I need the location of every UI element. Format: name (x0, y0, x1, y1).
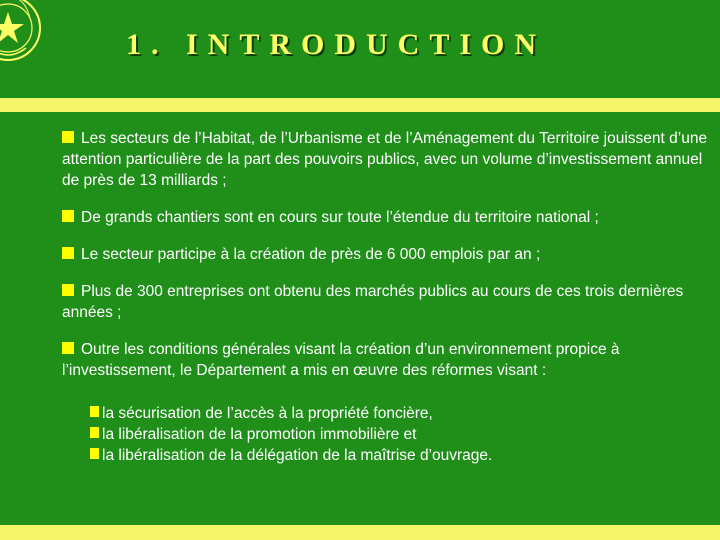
bullet-text: Les secteurs de l’Habitat, de l’Urbanisme et de l’Aménagement du Territoire jouissent d’une attention particulière de la part des pouvoirs publics, avec un volume d’investissement annuel de près de 13 milliards ; (62, 130, 708, 189)
square-bullet-icon (62, 210, 74, 222)
sub-bullet-item (90, 403, 714, 424)
bullet-item (62, 207, 714, 228)
bullet-text: De grands chantiers sont en cours sur toute l’étendue du territoire national ; (81, 209, 599, 226)
sub-bullet-text: la libéralisation de la promotion immobilière et (102, 426, 417, 443)
slide-body (62, 128, 714, 466)
square-bullet-icon (62, 131, 74, 143)
sub-bullet-text: la sécurisation de l’accès à la propriété foncière, (102, 405, 433, 422)
sub-bullet-item (90, 424, 714, 445)
slide-title: 1. INTRODUCTION (126, 28, 547, 61)
square-bullet-icon (62, 284, 74, 296)
square-bullet-icon (90, 406, 99, 417)
top-divider (0, 98, 720, 112)
sub-bullet-list (90, 403, 714, 466)
bullet-text: Le secteur participe à la création de près de 6 000 emplois par an ; (81, 246, 541, 263)
square-bullet-icon (62, 342, 74, 354)
bottom-divider (0, 525, 720, 540)
national-seal-icon (0, 0, 46, 82)
bullet-item (62, 244, 714, 265)
square-bullet-icon (90, 427, 99, 438)
square-bullet-icon (62, 247, 74, 259)
bullet-item (62, 128, 714, 191)
bullet-item (62, 339, 714, 381)
bullet-text: Outre les conditions générales visant la création d’un environnement propice à l’investissement, le Département a mis en œuvre des réformes visant : (62, 341, 620, 379)
square-bullet-icon (90, 448, 99, 459)
bullet-text: Plus de 300 entreprises ont obtenu des marchés publics au cours de ces trois dernières années ; (62, 283, 684, 321)
sub-bullet-item (90, 445, 714, 466)
sub-bullet-text: la libéralisation de la délégation de la maîtrise d’ouvrage. (102, 447, 493, 464)
bullet-item (62, 281, 714, 323)
